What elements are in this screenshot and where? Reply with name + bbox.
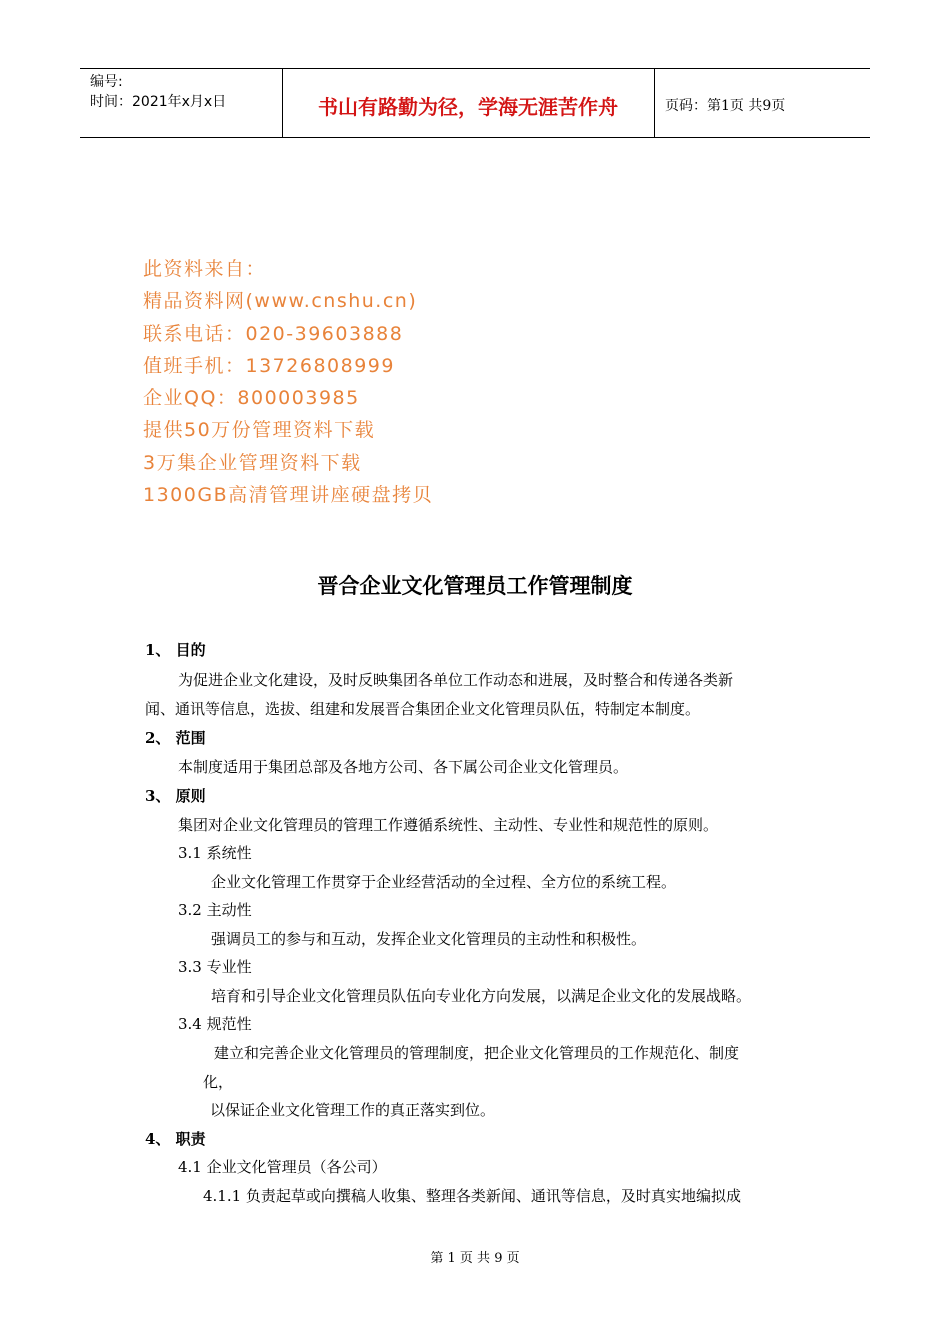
- source-line: 值班手机：13726808999: [143, 354, 395, 377]
- paragraph-line: 以保证企业文化管理工作的真正落实到位。: [210, 1101, 496, 1119]
- subsection-heading: 3.1 系统性: [178, 844, 252, 862]
- time-label: 时间：2021年x月x日: [90, 94, 227, 110]
- paragraph-line: 企业文化管理工作贯穿于企业经营活动的全过程、全方位的系统工程。: [211, 873, 677, 891]
- header-motto-cell: [282, 69, 655, 137]
- document-title: 晋合企业文化管理员工作管理制度: [317, 574, 633, 598]
- source-line: 提供50万份管理资料下载: [143, 419, 376, 442]
- paragraph-line: 培育和引导企业文化管理员队伍向专业化方向发展，以满足企业文化的发展战略。: [211, 987, 752, 1005]
- section-heading: 4、 职责: [145, 1130, 206, 1148]
- subsection-heading: 4.1 企业文化管理员（各公司）: [178, 1158, 387, 1176]
- page-footer: 第 1 页 共 9 页: [430, 1251, 520, 1266]
- paragraph-line: 建立和完善企业文化管理员的管理制度，把企业文化管理员的工作规范化、制度: [214, 1044, 740, 1062]
- subsection-heading: 3.2 主动性: [178, 901, 252, 919]
- number-label: 编号:: [90, 74, 123, 90]
- source-info-block: [143, 253, 433, 511]
- header-page-cell: [655, 69, 870, 137]
- source-line: 此资料来自：: [143, 258, 267, 280]
- section-heading: 1、 目的: [145, 641, 206, 659]
- motto: 书山有路勤为径，学海无涯苦作舟: [318, 95, 618, 119]
- source-line: 3万集企业管理资料下载: [143, 451, 362, 474]
- section-heading: 3、 原则: [145, 787, 206, 805]
- paragraph-line: 4.1.1 负责起草或向撰稿人收集、整理各类新闻、通讯等信息，及时真实地编拟成: [203, 1187, 741, 1205]
- source-line: 联系电话：020-39603888: [143, 322, 404, 345]
- source-line: 1300GB高清管理讲座硬盘拷贝: [143, 484, 434, 507]
- header-meta-cell: [80, 69, 283, 137]
- subsection-heading: 3.3 专业性: [178, 958, 252, 976]
- paragraph-line: 集团对企业文化管理员的管理工作遵循系统性、主动性、专业性和规范性的原则。: [178, 816, 719, 834]
- source-line: 企业QQ：800003985: [143, 387, 360, 410]
- subsection-heading: 3.4 规范性: [178, 1015, 252, 1033]
- header-table: [80, 68, 870, 138]
- paragraph-line: 本制度适用于集团总部及各地方公司、各下属公司企业文化管理员。: [178, 758, 629, 776]
- section-heading: 2、 范围: [145, 729, 206, 747]
- page-label: 页码：第1页 共9页: [665, 98, 786, 114]
- source-line: 精品资料网(www.cnshu.cn): [143, 290, 418, 313]
- paragraph-line: 为促进企业文化建设，及时反映集团各单位工作动态和进展，及时整合和传递各类新: [178, 671, 734, 689]
- paragraph-line: 化，: [203, 1073, 234, 1091]
- paragraph-line: 强调员工的参与和互动，发挥企业文化管理员的主动性和积极性。: [211, 930, 647, 948]
- paragraph-line: 闻、通讯等信息，选拔、组建和发展晋合集团企业文化管理员队伍，特制定本制度。: [145, 700, 701, 718]
